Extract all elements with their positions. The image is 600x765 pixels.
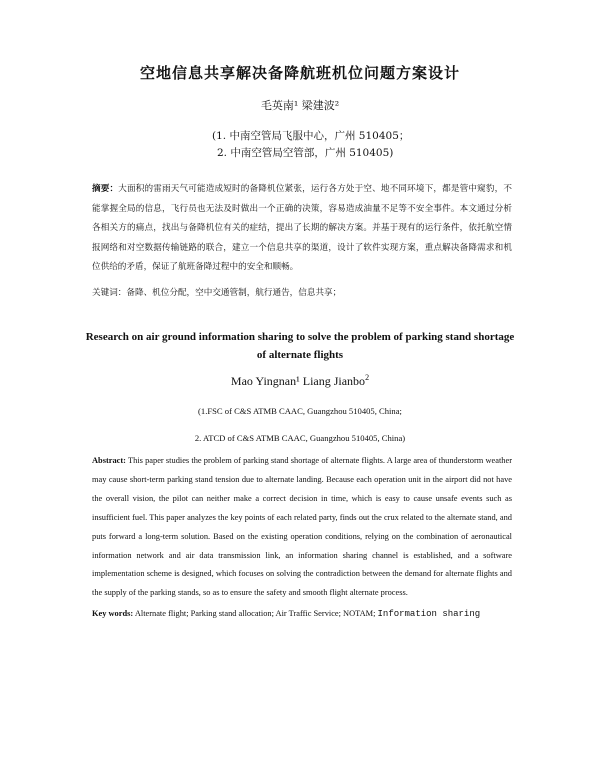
english-authors-superscript: 2 (365, 373, 370, 382)
chinese-keywords-label: 关键词： (92, 288, 127, 298)
english-title: Research on air ground information sharing to solve the problem of parking stand shortage of alternate flights (85, 331, 515, 361)
english-abstract-label: Abstract: (92, 456, 126, 465)
chinese-title: 空地信息共享解决备降航班机位问题方案设计 (139, 64, 460, 82)
english-affiliation-2: 2. ATCD of C&S ATMB CAAC, Guangzhou 510405, China) (194, 433, 406, 443)
english-keywords-label: Key words: (92, 609, 134, 618)
english-authors (0, 373, 600, 389)
english-abstract (92, 452, 512, 603)
chinese-affiliation-2: 2. 中南空管局空管部，广州 510405) (217, 147, 394, 159)
chinese-affiliations (212, 128, 452, 162)
chinese-keywords (92, 286, 512, 298)
english-abstract-text: This paper studies the problem of parking stand shortage of alternate flights. A large area of thunderstorm weather may cause short-term parking stand tension due to alternate landing. Because each operation unit in the airport did not have the overall vision, the pilot can neither make a correct decision in time, which is easy to cause unsafe events such as insufficient fuel. This paper analyzes the key points of each related party, finds out the crux related to the alternate stand, and puts forward a long-term solution. Based on the existing operation conditions, relying on the combination of aeronautical information network and air data transmission link, an information sharing channel is established, and a software implementation scheme is designed, which focuses on solving the contradiction between the demand for alternate flights and the supply of the parking stands, so as to ensure the safety and smooth flight alternate process. (92, 456, 513, 598)
chinese-abstract-label: 摘要： (92, 184, 119, 194)
chinese-keywords-text: 备降、机位分配，空中交通管制，航行通告，信息共享； (126, 288, 342, 298)
chinese-abstract-text: 大面积的雷雨天气可能造成短时的备降机位紧张，运行各方处于空、地不同环境下，都是管中窥豹，不能掌握全局的信息，飞行员也无法及时做出一个正确的决策，容易造成油量不足等不安全事件。本文通过分析各相关方的痛点，找出与备降机位有关的症结，提出了长期的解决方案。并基于现有的运行条件，依托航空情报网络和对空数据传输链路的联合，建立一个信息共享的渠道，设计了软件实现方案，重点解决备降需求和机位供给的矛盾，保证了航班备降过程中的安全和顺畅。 (92, 184, 512, 272)
english-keywords (92, 609, 522, 619)
chinese-affiliation-1: (1. 中南空管局飞服中心，广州 510405； (212, 130, 410, 142)
chinese-abstract (92, 180, 512, 278)
english-affiliation-1: (1.FSC of C&S ATMB CAAC, Guangzhou 510405, China; (198, 406, 402, 416)
chinese-authors: 毛英南¹ 梁建波² (260, 99, 340, 112)
english-keywords-text: Alternate flight; Parking stand allocation; Air Traffic Service; NOTAM; (134, 609, 376, 618)
english-keywords-info-sharing: Information sharing (377, 609, 481, 619)
english-authors-text: Mao Yingnan¹ Liang Jianbo (230, 374, 366, 388)
